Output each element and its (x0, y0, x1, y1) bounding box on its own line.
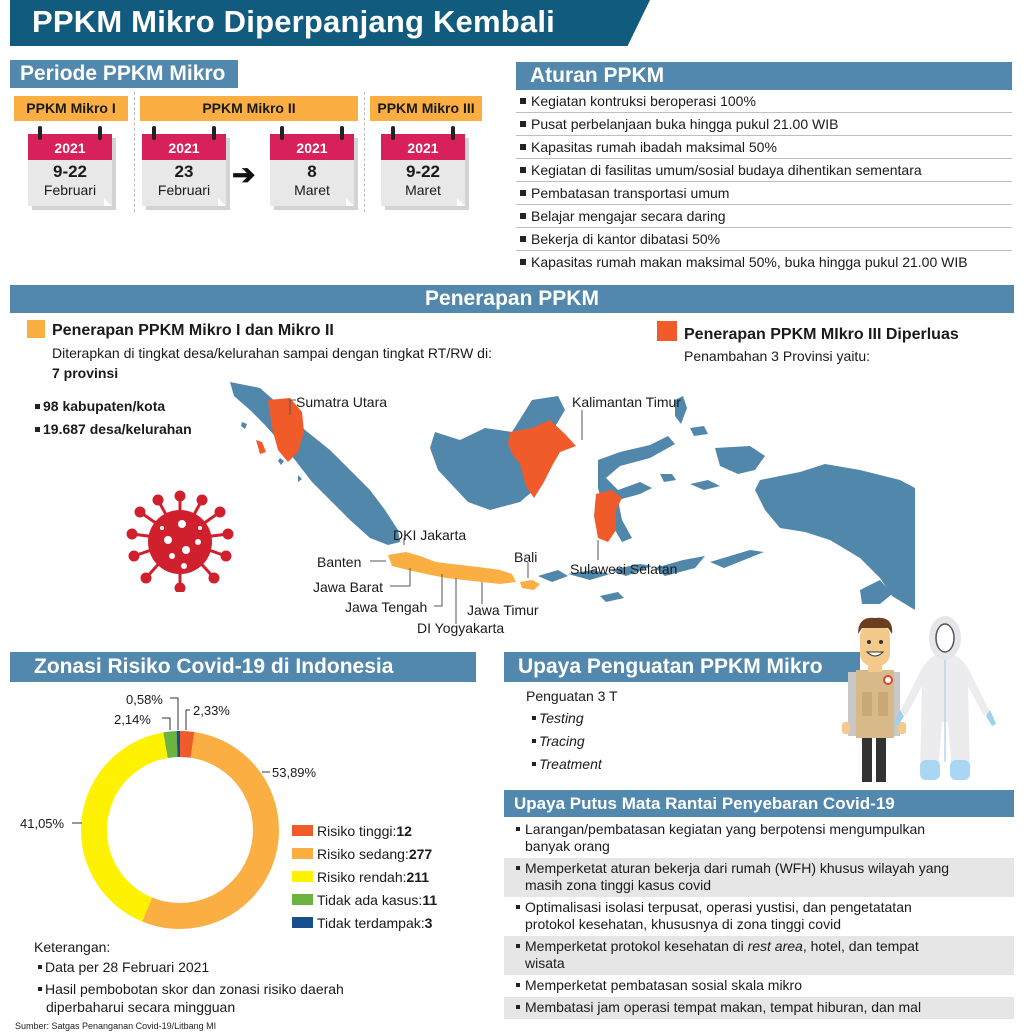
calendar-month: Februari (43, 182, 97, 198)
list-item: Membatasi jam operasi tempat makan, tempat hiburan, dan mal (504, 997, 1014, 1019)
penerapan-right-title: Penerapan PPKM MIkro III Diperluas (684, 326, 959, 343)
pct-label-risiko-sedang: 53,89% (272, 765, 317, 780)
penerapan-left-desc: Diterapkan di tingkat desa/kelurahan sampai dengan tingkat RT/RW di: (52, 345, 492, 361)
calendar-year: 2021 (381, 134, 465, 160)
keterangan-title: Keterangan: (34, 939, 111, 955)
zonasi-heading: Zonasi Risiko Covid-19 di Indonesia (10, 652, 476, 682)
upaya-subtitle: Penguatan 3 T (526, 688, 618, 704)
page-title: PPKM Mikro Diperpanjang Kembali (32, 4, 555, 39)
provinsi-count: 7 provinsi (52, 365, 119, 381)
phase-label-1: PPKM Mikro I (14, 96, 128, 121)
list-item: Memperketat protokol kesehatan di rest area, hotel, dan tempat wisata (504, 936, 1014, 975)
map-label-dki-jakarta: DKI Jakarta (393, 527, 467, 543)
calendar-year: 2021 (142, 134, 226, 160)
list-item: Bekerja di kantor dibatasi 50% (516, 228, 1012, 251)
calendar-day: 9-22 (52, 162, 88, 181)
map-label-jawa-timur: Jawa Timur (467, 602, 539, 618)
calendar-month: Maret (294, 182, 330, 198)
calendar-ring-icon (38, 126, 42, 140)
calendar-year: 2021 (270, 134, 354, 160)
pct-leader-lines (0, 690, 300, 840)
legend-swatch-mikro3 (657, 321, 677, 341)
phase-label-3: PPKM Mikro III (370, 96, 482, 121)
putus-list (504, 819, 1014, 1019)
calendar-ring-icon (391, 126, 395, 140)
list-item: Kapasitas rumah makan maksimal 50%, buka hingga pukul 21.00 WIB (516, 251, 1012, 274)
calendar-year: 2021 (28, 134, 112, 160)
calendar-ring-icon (152, 126, 156, 140)
list-item: Kegiatan di fasilitas umum/sosial budaya dihentikan sementara (516, 159, 1012, 182)
calendar-mikro-2-start (142, 134, 226, 206)
pct-label-tidak-terdampak: 0,58% (126, 692, 163, 707)
pct-label-risiko-rendah: 41,05% (20, 816, 65, 831)
upaya-list (532, 707, 602, 776)
list-item: Hasil pembobotan skor dan zonasi risiko daerah diperbaharui secara mingguan (38, 980, 378, 1016)
legend-item: Risiko sedang: 277 (292, 842, 437, 865)
aturan-heading: Aturan PPKM (516, 62, 1012, 90)
calendar-day: 8 (307, 162, 317, 181)
calendar-month: Maret (405, 182, 441, 198)
calendar-ring-icon (280, 126, 284, 140)
health-worker-icon (842, 618, 906, 782)
virus-icon (124, 490, 236, 592)
calendar-month: Februari (157, 182, 211, 198)
penerapan-heading: Penerapan PPKM (10, 285, 1014, 313)
list-item: Pusat perbelanjaan buka hingga pukul 21.00 WIB (516, 113, 1012, 136)
indonesia-map (220, 370, 940, 640)
map-label-jawa-tengah: Jawa Tengah (345, 599, 428, 615)
calendar-ring-icon (98, 126, 102, 140)
map-label-banten: Banten (317, 554, 362, 570)
source-note: Sumber: Satgas Penanganan Covid-19/Litbang MI (15, 1021, 217, 1031)
divider (364, 92, 365, 212)
legend-item: Risiko tinggi: 12 (292, 819, 437, 842)
pct-label-tidak-ada-kasus: 2,14% (114, 712, 151, 727)
arrow-right-icon: ➔ (232, 159, 256, 190)
list-item: Testing (532, 707, 602, 730)
list-item: Belajar mengajar secara daring (516, 205, 1012, 228)
calendar-ring-icon (212, 126, 216, 140)
calendar-ring-icon (340, 126, 344, 140)
map-label-sulawesi-selatan: Sulawesi Selatan (570, 561, 678, 577)
map-label-di-yogyakarta: DI Yogyakarta (417, 620, 505, 636)
phase-label-2: PPKM Mikro II (140, 96, 358, 121)
calendar-mikro-2-end (270, 134, 354, 206)
list-item: Optimalisasi isolasi terpusat, operasi yustisi, dan pengetatatan protokol kesehatan, khususnya di zona tinggi covid (504, 897, 1014, 936)
penerapan-left-title: Penerapan PPKM Mikro I dan Mikro II (52, 322, 334, 339)
periode-heading: Periode PPKM Mikro (10, 60, 238, 88)
upaya-heading: Upaya Penguatan PPKM Mikro (504, 652, 860, 682)
calendar-day: 9-22 (405, 162, 441, 181)
stat-kabupaten: 98 kabupaten/kota (35, 398, 165, 414)
calendar-mikro-1 (28, 134, 112, 206)
divider (134, 92, 135, 212)
calendar-ring-icon (451, 126, 455, 140)
map-label-bali: Bali (514, 549, 538, 565)
keterangan-list (38, 958, 378, 1016)
legend-item: Tidak terdampak: 3 (292, 911, 437, 934)
calendar-day: 23 (174, 162, 194, 181)
chart-legend (292, 819, 437, 934)
list-item: Memperketat pembatasan sosial skala mikro (504, 975, 1014, 997)
map-label-sumatra-utara: Sumatra Utara (296, 394, 388, 410)
health-worker-illustrations (840, 612, 1010, 784)
pct-label-risiko-tinggi: 2,33% (193, 703, 230, 718)
legend-swatch-mikro12 (27, 320, 45, 338)
hazmat-suit-icon (894, 616, 996, 780)
list-item: Pembatasan transportasi umum (516, 182, 1012, 205)
map-label-jawa-barat: Jawa Barat (313, 579, 384, 595)
list-item: Memperketat aturan bekerja dari rumah (WFH) khusus wilayah yang masih zona tinggi kasus covid (504, 858, 1014, 897)
list-item: Treatment (532, 753, 602, 776)
putus-heading: Upaya Putus Mata Rantai Penyebaran Covid-19 (504, 790, 1014, 817)
stat-desa: 19.687 desa/kelurahan (35, 421, 192, 437)
list-item: Larangan/pembatasan kegiatan yang berpotensi mengumpulkan banyak orang (504, 819, 1014, 858)
list-item: Data per 28 Februari 2021 (38, 958, 378, 976)
legend-item: Tidak ada kasus: 11 (292, 888, 437, 911)
list-item: Kegiatan kontruksi beroperasi 100% (516, 90, 1012, 113)
penerapan-right-desc: Penambahan 3 Provinsi yaitu: (684, 348, 870, 364)
list-item: Kapasitas rumah ibadah maksimal 50% (516, 136, 1012, 159)
map-label-kalimantan-timur: Kalimantan Timur (572, 394, 681, 410)
calendar-mikro-3 (381, 134, 465, 206)
list-item: Tracing (532, 730, 602, 753)
aturan-list (516, 90, 1012, 274)
legend-item: Risiko rendah: 211 (292, 865, 437, 888)
